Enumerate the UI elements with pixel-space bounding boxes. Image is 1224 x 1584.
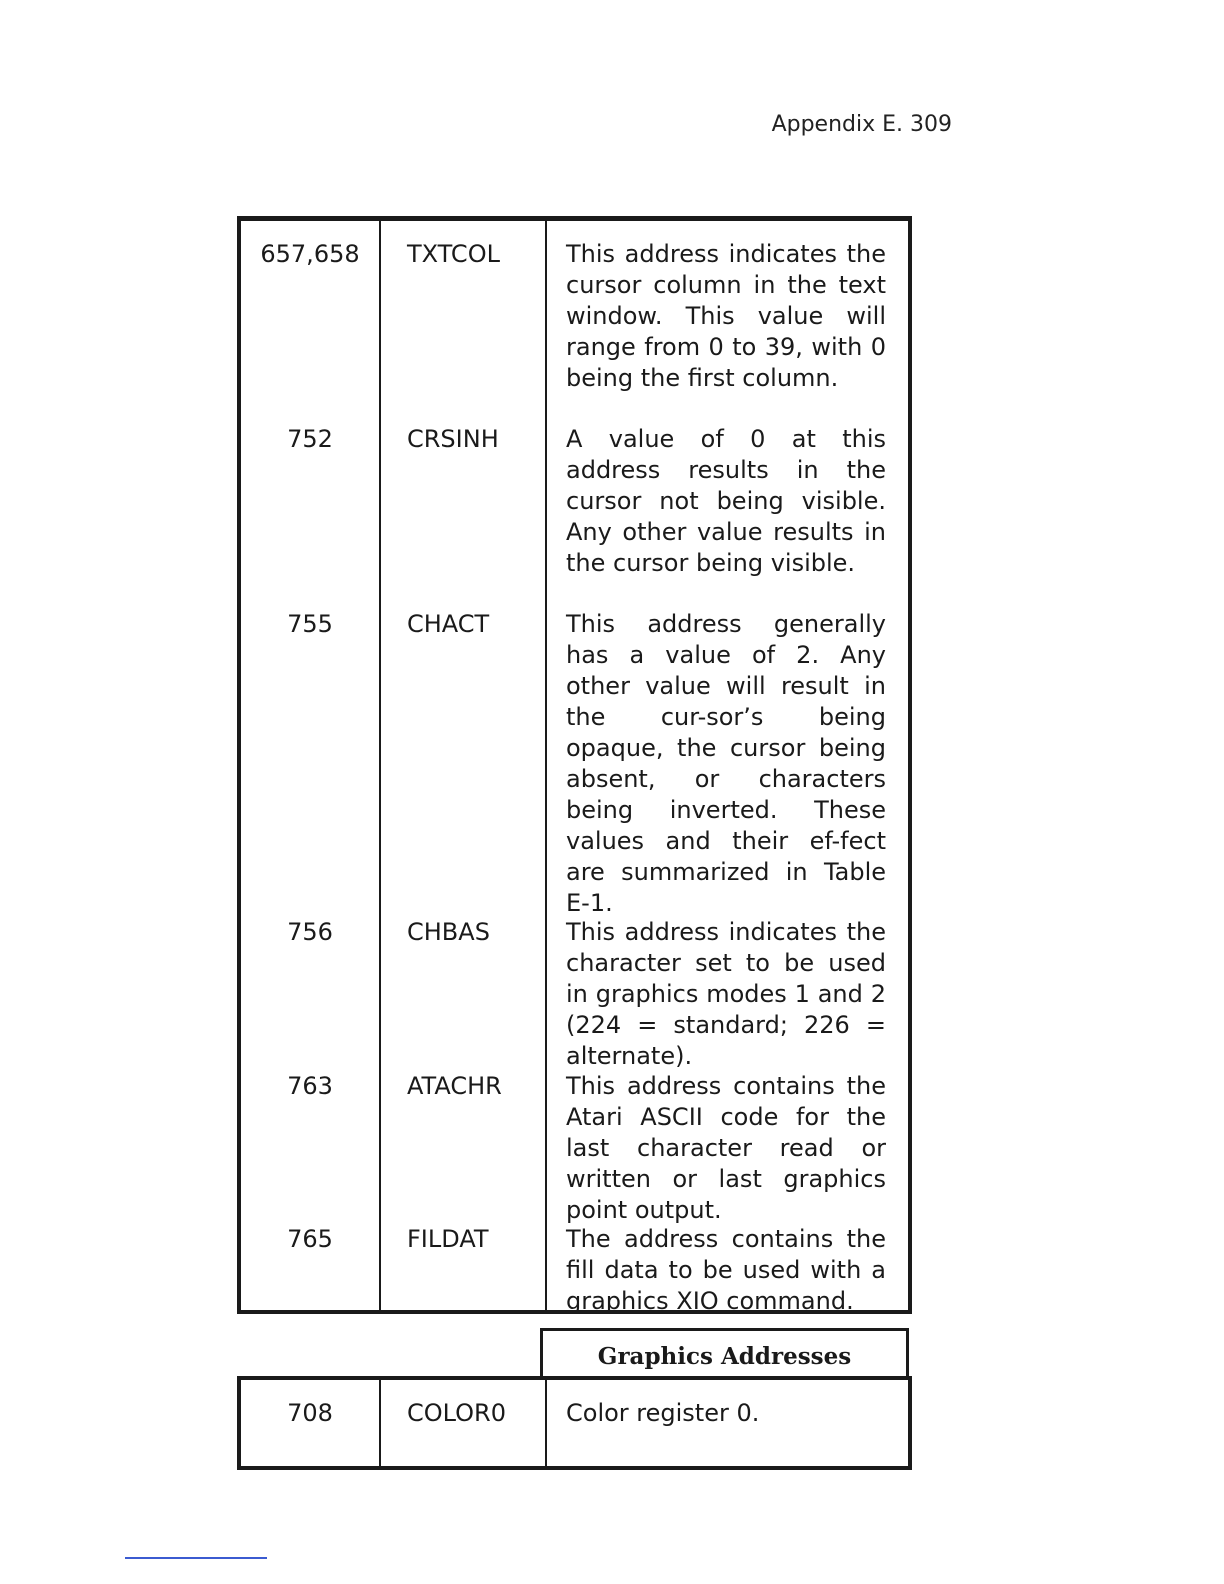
address-cell: 755 <box>239 591 380 899</box>
description-cell: This address indicates the character set to be used in graphics modes 1 and 2 (224 = standard; 226 = alternate). <box>566 918 886 1070</box>
table-row <box>239 219 910 407</box>
address-cell: 657,658 <box>239 219 380 407</box>
address-cell: 752 <box>239 406 380 591</box>
description-cell: This address indicates the cursor column in the text window. This value will range from 0 to 39, with 0 being the first column. <box>566 240 886 392</box>
table-row <box>239 899 910 1053</box>
description-cell: A value of 0 at this address results in the cursor not being visible. Any other value results in the cursor being visible. <box>566 425 886 577</box>
description-cell: This address contains the Atari ASCII code for the last character read or written or last graphics point output. <box>566 1072 886 1224</box>
address-cell: 765 <box>239 1206 380 1312</box>
description-cell: Color register 0. <box>566 1399 760 1427</box>
description-cell: The address contains the fill data to be used with a graphics XIO command. <box>566 1225 886 1315</box>
label-cell: TXTCOL <box>380 219 546 407</box>
label-cell: CRSINH <box>380 406 546 591</box>
section-header-graphics: Graphics Addresses <box>540 1328 909 1380</box>
graphics-address-table <box>237 1376 912 1470</box>
table-row <box>239 591 910 899</box>
table-row <box>239 1053 910 1206</box>
label-cell: COLOR0 <box>380 1378 546 1468</box>
address-cell: 763 <box>239 1053 380 1206</box>
label-cell: CHACT <box>380 591 546 899</box>
description-cell: This address generally has a value of 2. Any other value will result in the cur-sor’s being opaque, the cursor being absent, or characters being inverted. These values and their ef-fect are summarized in Table E-1. <box>566 610 886 917</box>
table-row <box>239 1378 910 1468</box>
address-cell: 708 <box>239 1378 380 1468</box>
memory-address-table <box>237 216 912 1314</box>
footnote-rule <box>125 1557 267 1559</box>
label-cell: FILDAT <box>380 1206 546 1312</box>
label-cell: CHBAS <box>380 899 546 1053</box>
table-row <box>239 406 910 591</box>
label-cell: ATACHR <box>380 1053 546 1206</box>
running-head: Appendix E. 309 <box>771 112 952 137</box>
address-cell: 756 <box>239 899 380 1053</box>
